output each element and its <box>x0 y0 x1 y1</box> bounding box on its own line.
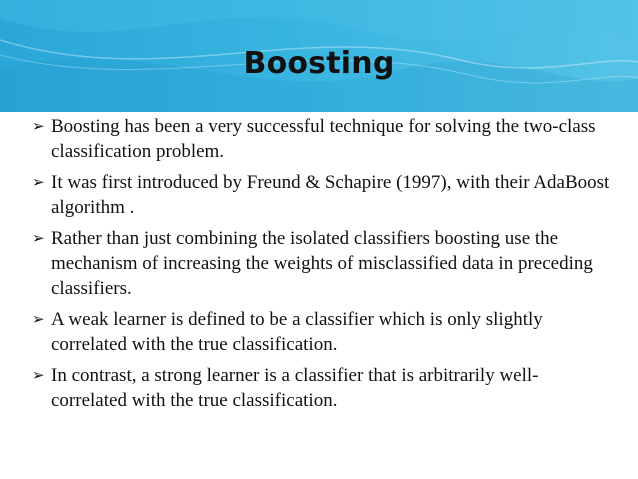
header-band <box>0 0 638 112</box>
bullet-text-4: A weak learner is defined to be a classifier which is only slightly correlated with the true classification. <box>51 309 543 355</box>
bullet-item-4 <box>32 307 612 357</box>
bullet-text-5: In contrast, a strong learner is a classifier that is arbitrarily well-correlated with the true classification. <box>51 365 539 411</box>
arrow-check-bullet-icon: ➢ <box>32 310 45 328</box>
bullet-item-3 <box>32 226 612 301</box>
arrow-check-bullet-icon: ➢ <box>32 366 45 384</box>
bullet-text-1: Boosting has been a very successful technique for solving the two-class classification problem. <box>51 116 596 162</box>
bullet-item-1 <box>32 114 612 164</box>
bullet-text-2: It was first introduced by Freund & Schapire (1997), with their AdaBoost algorithm . <box>51 172 610 218</box>
bullet-item-5 <box>32 363 612 413</box>
bullet-text-3: Rather than just combining the isolated classifiers boosting use the mechanism of increasing the weights of misclassified data in preceding classifiers. <box>51 228 593 299</box>
arrow-check-bullet-icon: ➢ <box>32 229 45 247</box>
page-title: Boosting <box>243 46 395 81</box>
bullet-item-2 <box>32 170 612 220</box>
bullet-list <box>32 114 612 419</box>
arrow-check-bullet-icon: ➢ <box>32 117 45 135</box>
arrow-check-bullet-icon: ➢ <box>32 173 45 191</box>
